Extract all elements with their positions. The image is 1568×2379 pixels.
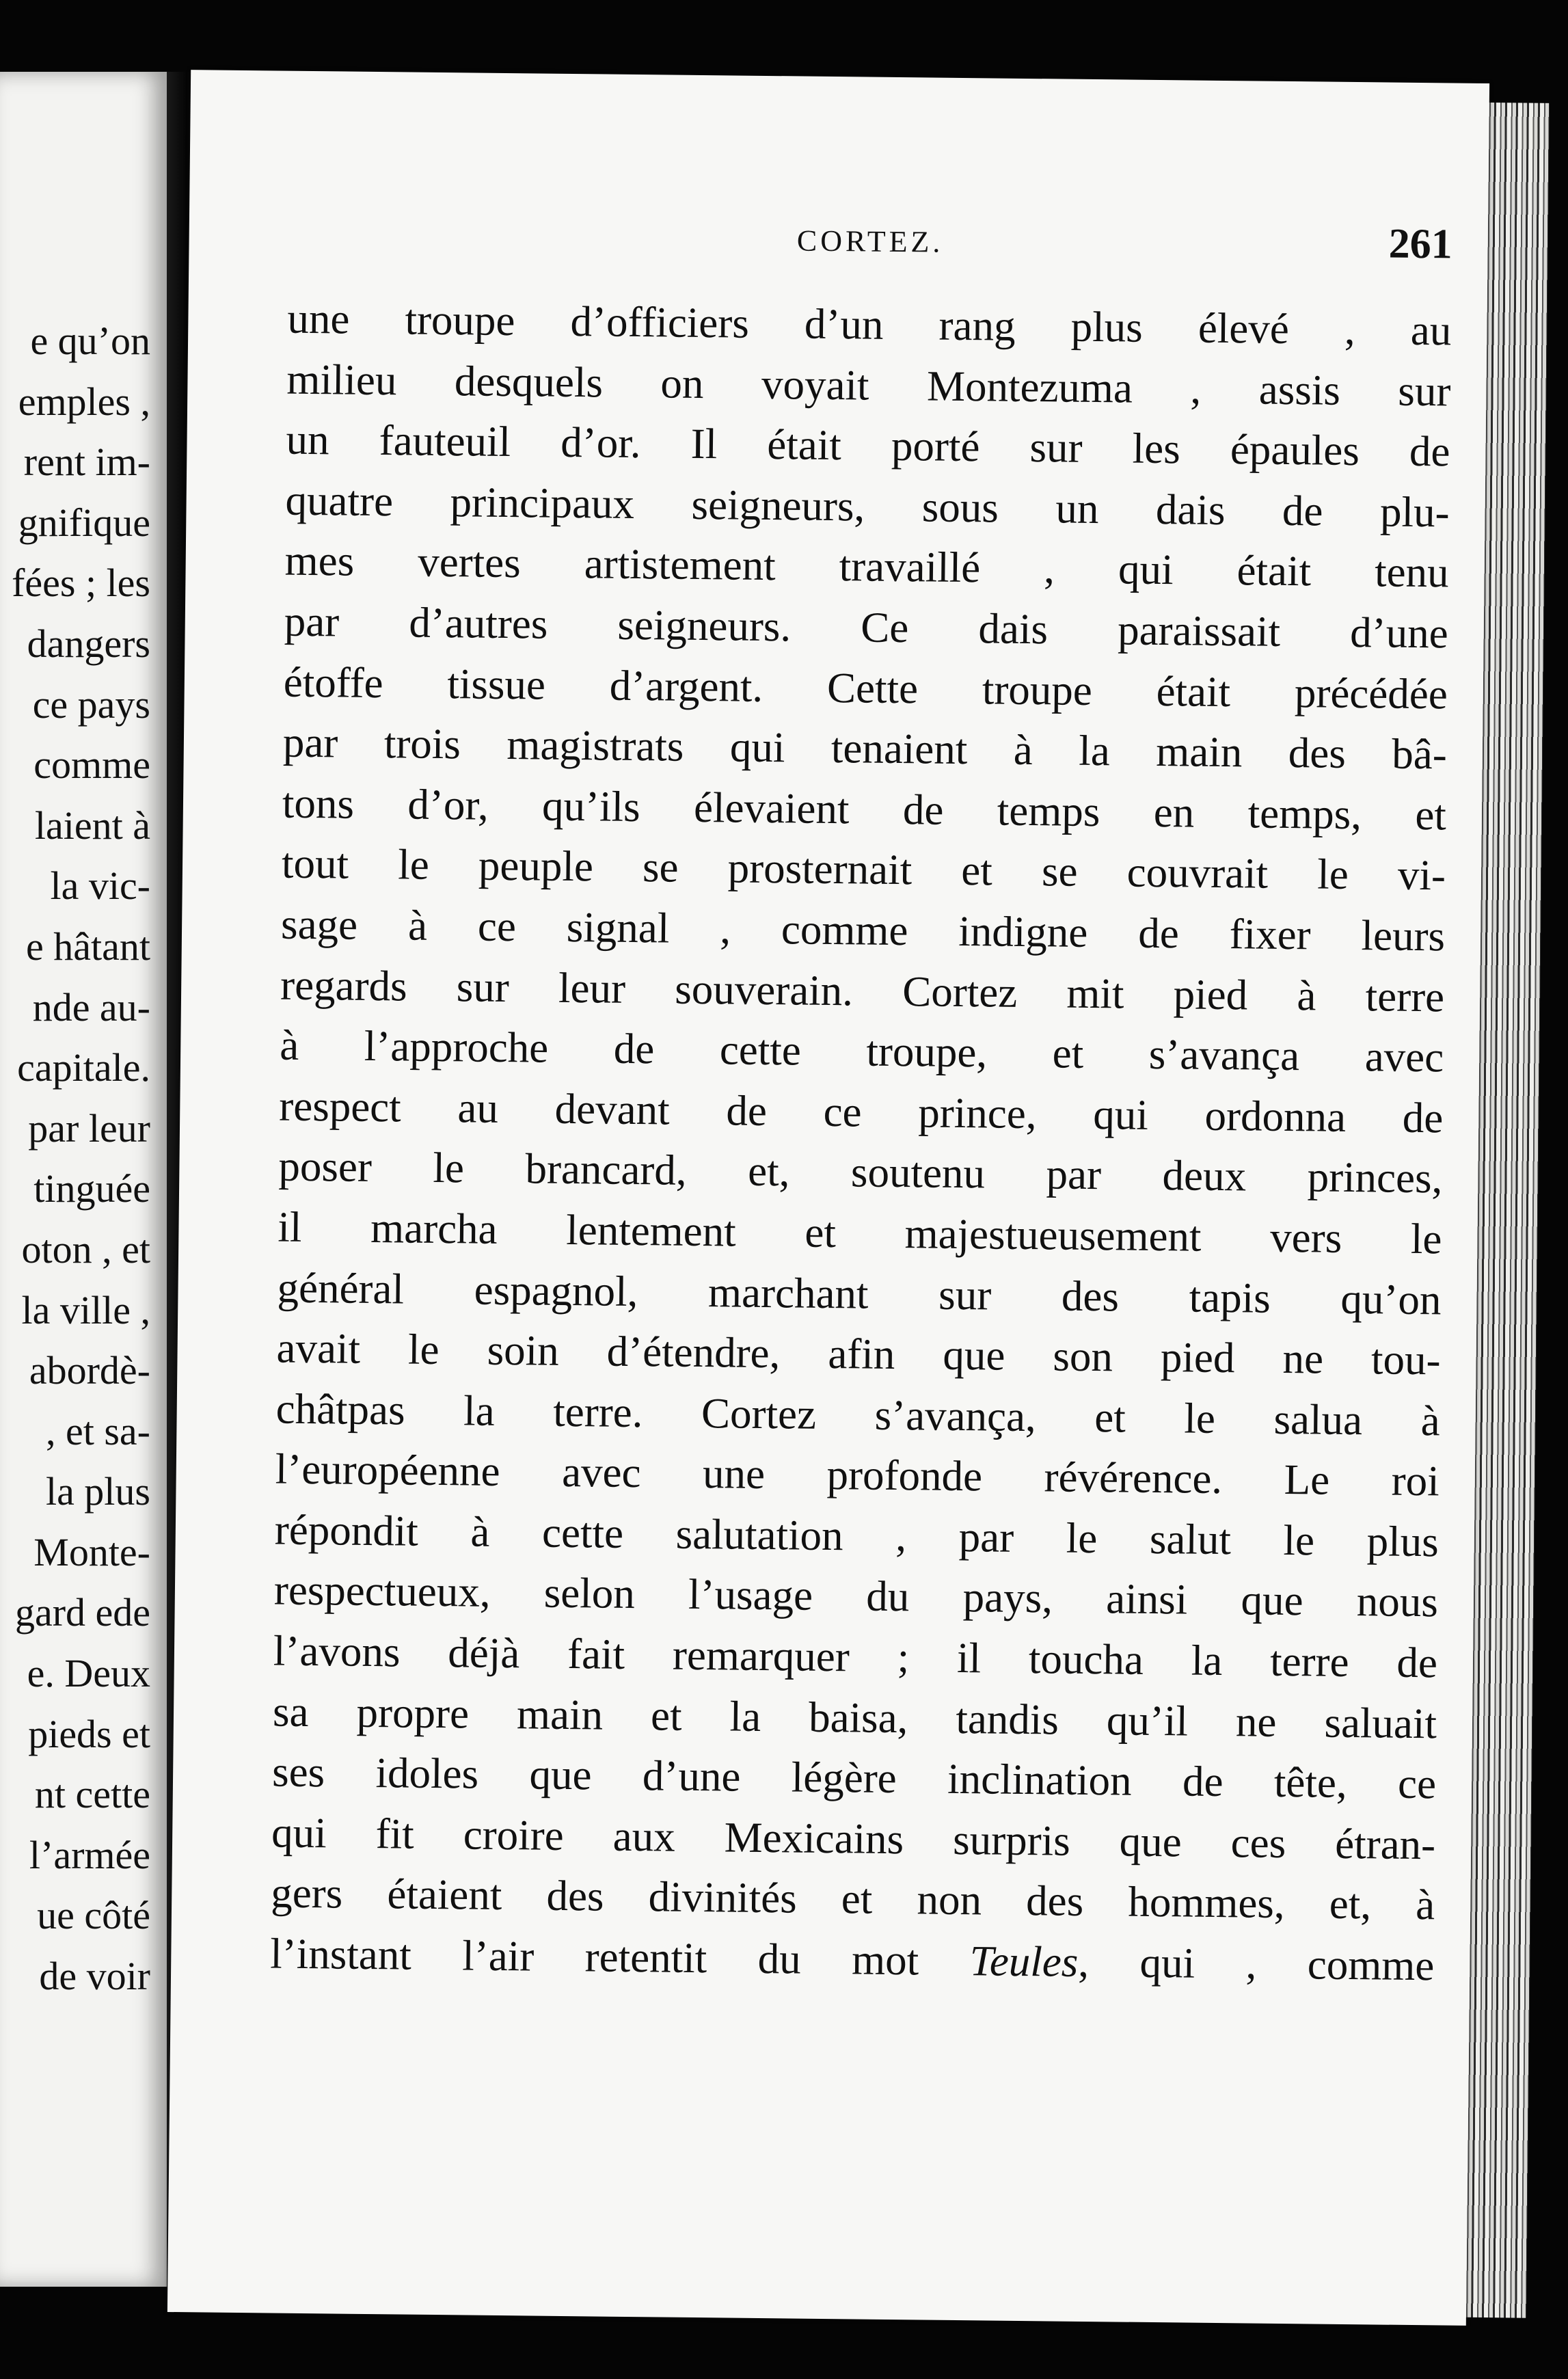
text-line <box>284 591 1448 664</box>
italic-word: Teules <box>969 1937 1079 1986</box>
previous-page-line: la vic- <box>50 863 150 909</box>
previous-page-line: e. Deux <box>27 1651 150 1696</box>
previous-page-line: abordè- <box>29 1348 150 1393</box>
previous-page-line: , et sa- <box>46 1408 150 1453</box>
previous-page-line: nde au- <box>32 984 150 1030</box>
previous-page-line: capitale. <box>17 1045 150 1090</box>
text-line-segment: par trois magistrats qui tenaient à la main des bâ- <box>282 718 1448 779</box>
running-head: CORTEZ. <box>796 224 944 259</box>
previous-page-line: comme <box>33 742 150 788</box>
previous-page-line: rent im- <box>23 440 150 485</box>
previous-page-line: emples , <box>18 379 150 424</box>
previous-page-line: ce pays <box>32 682 150 727</box>
previous-page-line: e qu’on <box>30 319 150 363</box>
previous-page-line: la ville , <box>21 1287 150 1332</box>
previous-page-line: dangers <box>27 621 150 666</box>
previous-page-line: gard ede <box>14 1590 150 1635</box>
previous-page-line: ue côté <box>37 1893 150 1938</box>
text-line-segment: respect au devant de ce prince, qui ordonna de <box>279 1081 1444 1142</box>
text-line-segment: l’avons déjà fait remarquer ; il toucha la terre de <box>273 1626 1438 1687</box>
text-line <box>281 894 1446 967</box>
page-body-text <box>270 288 1452 1996</box>
text-line-segment: un fauteuil d’or. Il était porté sur les épaules de <box>286 415 1450 476</box>
previous-page-line: l’armée <box>29 1832 150 1877</box>
previous-page-line: de voir <box>39 1954 150 1999</box>
text-line-segment: il marcha lentement et majestueusement vers le <box>278 1202 1442 1263</box>
previous-page-text <box>12 311 150 2007</box>
previous-page-line: pieds et <box>28 1711 150 1756</box>
text-line <box>286 409 1450 482</box>
previous-page-line: la plus <box>45 1469 150 1514</box>
text-line-segment: tout le peuple se prosternait et se couvrait le vi- <box>281 839 1446 900</box>
text-line-segment: sage à ce signal , comme indigne de fixer leurs <box>280 900 1446 960</box>
previous-page-fragment <box>0 72 167 2287</box>
text-line <box>273 1621 1438 1693</box>
text-line-segment: une troupe d’officiers d’un rang plus élevé , au <box>287 294 1452 355</box>
previous-page-line: Monte- <box>33 1529 150 1574</box>
previous-page-line: laient à <box>34 803 150 848</box>
text-line-segment: poser le brancard, et, soutenu par deux princes, <box>278 1142 1443 1202</box>
text-line-segment: général espagnol, marchant sur des tapis qu’on <box>277 1263 1442 1323</box>
previous-page-line: fées ; les <box>12 561 150 606</box>
text-line-segment: mes vertes artistement travaillé , qui était tenu <box>284 536 1449 597</box>
page-header <box>288 218 1452 285</box>
text-line <box>270 1924 1435 1996</box>
text-line-segment: châtpas la terre. Cortez s’avança, et le salua à <box>275 1384 1441 1445</box>
text-line-segment: à l’approche de cette troupe, et s’avança avec <box>279 1021 1444 1081</box>
previous-page-line: tinguée <box>33 1166 150 1211</box>
text-line-segment: avait le soin d’étendre, afin que son pied ne tou- <box>276 1323 1441 1384</box>
text-line-segment: ses idoles que d’une légère inclination de tête, ce <box>271 1747 1437 1808</box>
text-line-segment: tons d’or, qu’ils élevaient de temps en temps, et <box>282 779 1447 839</box>
text-line-segment: par d’autres seigneurs. Ce dais paraissait d’une <box>284 597 1449 658</box>
text-line <box>276 1318 1441 1390</box>
text-line-segment: l’européenne avec une profonde révérence. Le roi <box>275 1444 1440 1505</box>
text-line-segment: l’instant l’air retentit du mot <box>270 1929 971 1985</box>
book-page <box>167 70 1489 2326</box>
text-line-segment: étoffe tissue d’argent. Cette troupe était précédée <box>283 658 1448 718</box>
text-line-segment: répondit à cette salutation , par le salut le plus <box>274 1505 1439 1566</box>
text-line-segment: qui fit croire aux Mexicains surpris que ces étran- <box>271 1808 1436 1869</box>
text-line <box>282 712 1447 785</box>
text-line-segment: quatre principaux seigneurs, sous un dais de plu- <box>285 476 1450 537</box>
text-line-segment: gers étaient des divinités et non des hommes, et, à <box>270 1868 1435 1929</box>
previous-page-line: gnifique <box>18 500 150 545</box>
text-line-segment: regards sur leur souverain. Cortez mit pied à terre <box>280 960 1445 1021</box>
text-line-segment: sa propre main et la baisa, tandis qu’il ne saluait <box>272 1687 1437 1748</box>
text-line-segment: milieu desquels on voyait Montezuma , assis sur <box>286 355 1451 416</box>
text-line <box>280 1015 1444 1088</box>
previous-page-line: oton , et <box>21 1226 150 1272</box>
text-line <box>278 1196 1442 1269</box>
text-line-segment: , qui , comme <box>1078 1937 1435 1990</box>
text-line-segment: respectueux, selon l’usage du pays, ainsi que nous <box>273 1566 1439 1626</box>
previous-page-line: e hâtant <box>26 924 150 969</box>
page-number: 261 <box>1388 220 1453 268</box>
text-line <box>287 288 1452 361</box>
previous-page-line: nt cette <box>34 1772 150 1817</box>
previous-page-line: par leur <box>28 1105 150 1151</box>
